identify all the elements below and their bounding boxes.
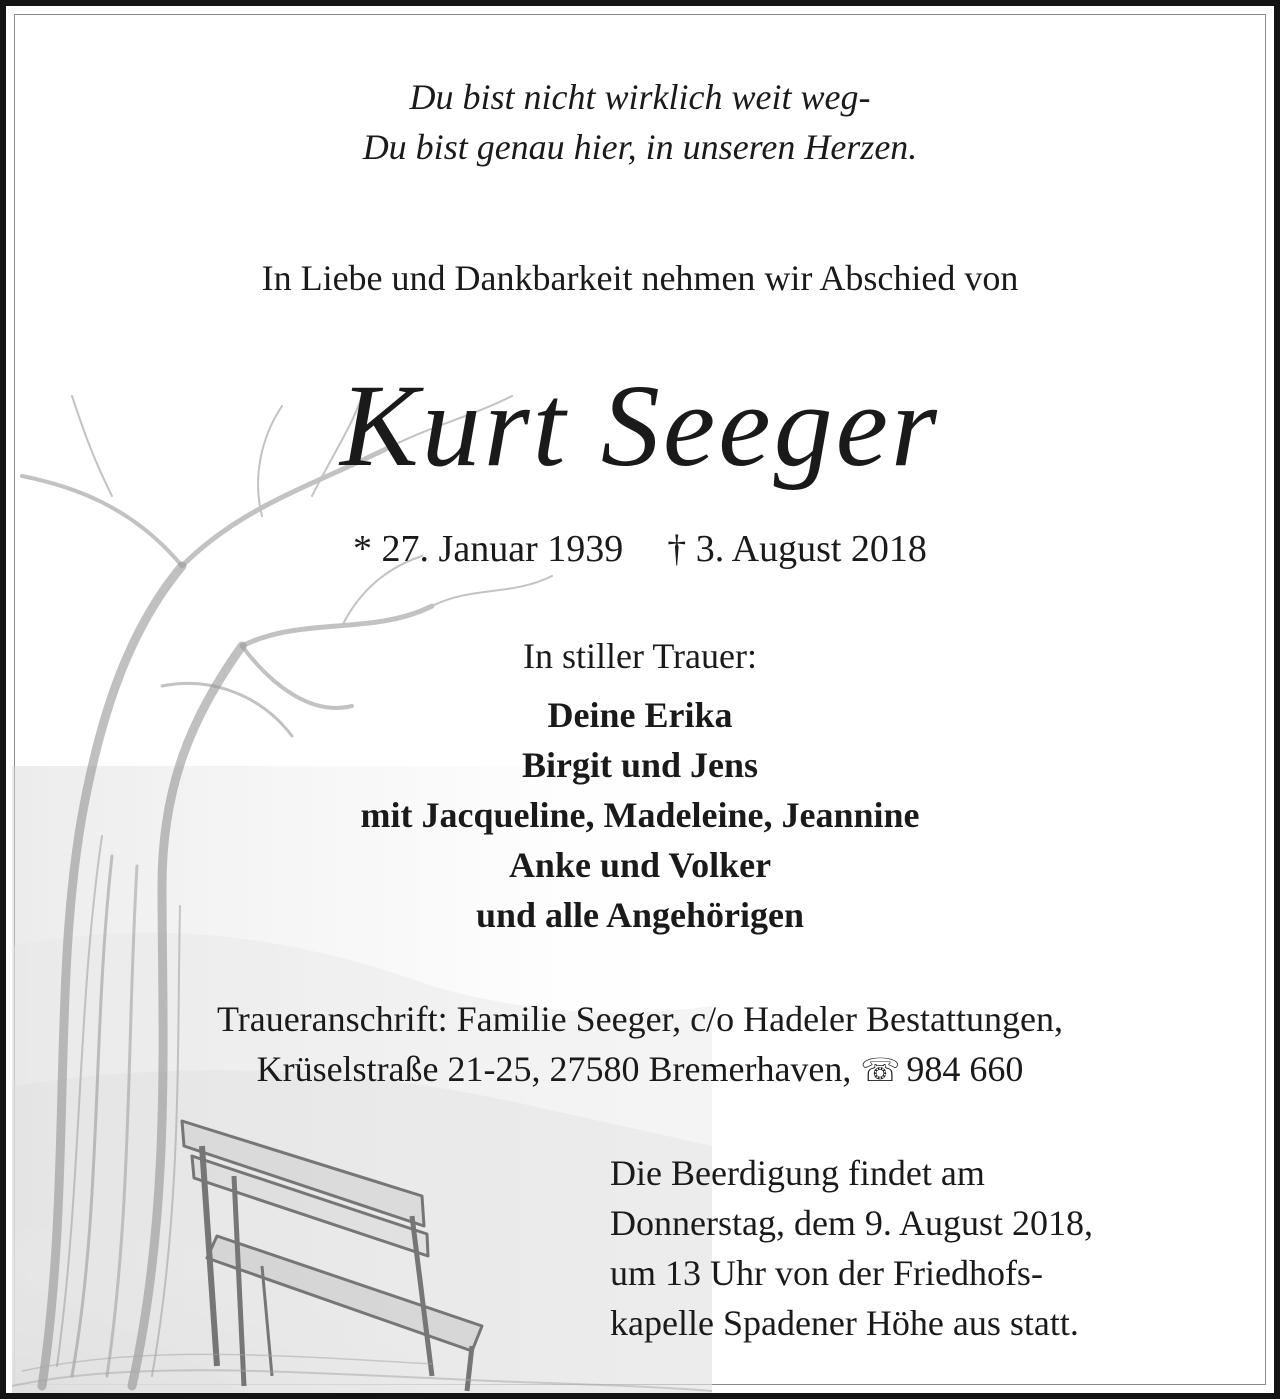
address-street: Krüselstraße 21-25, 27580 Bremerhaven, xyxy=(256,1049,852,1089)
address-line-2 xyxy=(6,1044,1274,1095)
mourning-label: In stiller Trauer: xyxy=(523,636,757,676)
mourning-address xyxy=(6,994,1274,1095)
quote-line-1: Du bist nicht wirklich weit weg- xyxy=(409,77,871,117)
telephone-icon: ☏ xyxy=(860,1052,901,1088)
funeral-line: um 13 Uhr von der Friedhofs- xyxy=(610,1253,1043,1293)
address-line-1: Traueranschrift: Familie Seeger, c/o Hadeler Bestattungen, xyxy=(217,999,1063,1039)
mourner-line: Anke und Volker xyxy=(508,845,772,885)
funeral-notice xyxy=(610,1148,1093,1348)
mourner-line: und alle Angehörigen xyxy=(475,895,805,935)
farewell-intro: In Liebe und Dankbarkeit nehmen wir Abschied von xyxy=(261,258,1019,298)
birth-date: * 27. Januar 1939 xyxy=(353,528,624,570)
funeral-line: kapelle Spadener Höhe aus statt. xyxy=(610,1303,1079,1343)
memorial-quote xyxy=(6,72,1274,172)
mourner-line: Deine Erika xyxy=(547,695,733,735)
phone-number: 984 660 xyxy=(906,1049,1024,1089)
funeral-line: Donnerstag, dem 9. August 2018, xyxy=(610,1203,1093,1243)
funeral-line: Die Beerdigung findet am xyxy=(610,1153,985,1193)
mourner-line: mit Jacqueline, Madeleine, Jeannine xyxy=(360,795,920,835)
quote-line-2: Du bist genau hier, in unseren Herzen. xyxy=(362,127,918,167)
mourner-list xyxy=(6,690,1274,940)
mourner-line: Birgit und Jens xyxy=(521,745,759,785)
death-date: † 3. August 2018 xyxy=(667,528,927,570)
life-dates xyxy=(6,524,1274,574)
deceased-name: Kurt Seeger xyxy=(340,360,940,491)
